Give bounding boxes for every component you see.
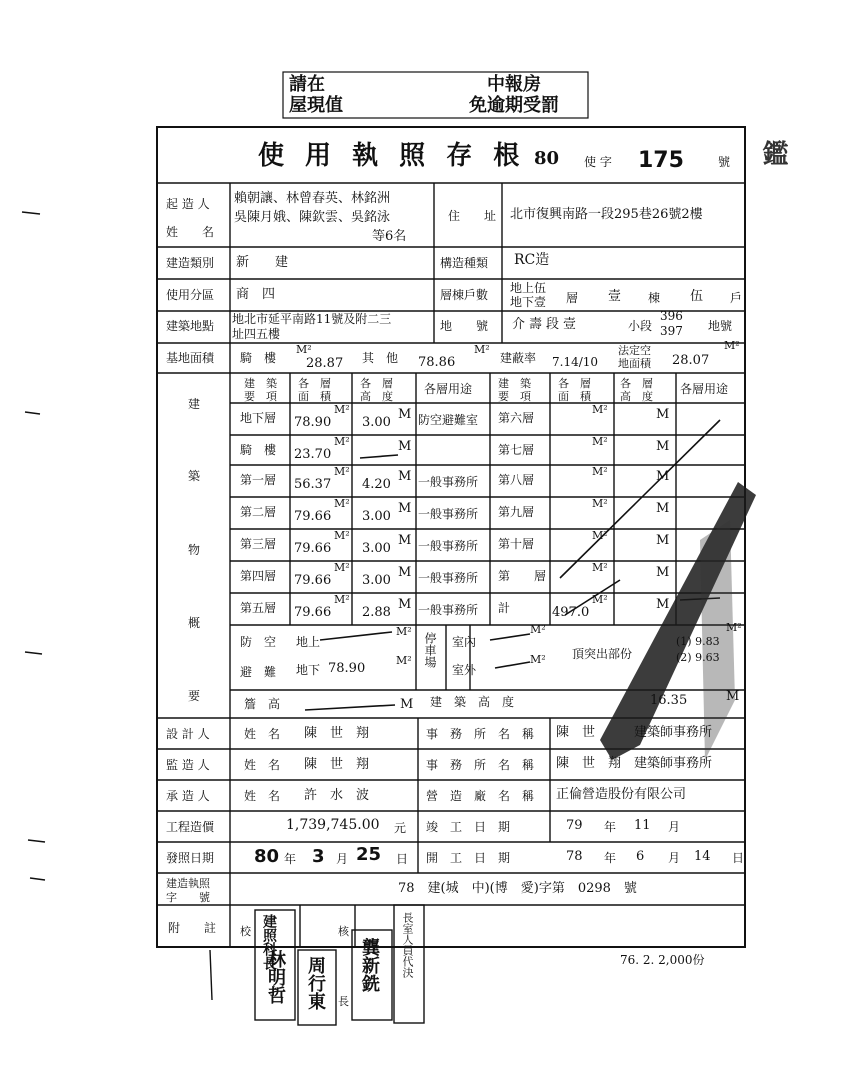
unit-m2: M²	[592, 435, 608, 448]
unit-m2: M²	[396, 654, 412, 667]
floor-name: 第六層	[498, 411, 535, 425]
unit-m2: M²	[334, 435, 350, 448]
lot-suffix: 地號	[708, 319, 733, 333]
chief-signature: 林明哲	[265, 950, 286, 1004]
protrusion-height-1: (1) 9.83	[676, 635, 720, 648]
contractor-name-label: 姓 名	[244, 789, 281, 803]
permit-suffix: 號	[718, 155, 731, 169]
issue-day: 25	[356, 844, 382, 865]
chief-label: 長	[338, 995, 349, 1008]
unit-m: M	[398, 439, 412, 454]
floor-use: 一般事務所	[418, 507, 479, 521]
floor-name: 第三層	[240, 537, 277, 551]
delegation-note: 長室人員代決	[401, 912, 414, 978]
designer-office: 陳 世 建築師事務所	[556, 725, 713, 740]
floor-height: 3.00	[362, 509, 391, 524]
zoning-value: 商 四	[236, 287, 276, 302]
permit-label-1: 建造執照	[166, 877, 210, 890]
unit-m: M	[398, 597, 412, 612]
shelter-below-area: 78.90	[328, 661, 366, 676]
eaves-label: 簷 高	[244, 697, 281, 711]
cost-label: 工程造價	[166, 820, 215, 834]
month-word: 月	[668, 820, 681, 834]
col-item: 要 項	[244, 390, 277, 403]
building-count: 壹	[608, 289, 622, 304]
side-label-char: 要	[188, 689, 201, 703]
unit-m: M	[656, 501, 670, 516]
parking-label: 停車場	[423, 632, 437, 668]
protrusion-height-2: (2) 9.63	[676, 651, 720, 664]
month-word: 月	[668, 851, 681, 865]
col-area: 各 層	[298, 377, 331, 390]
unit-m2: M²	[396, 625, 412, 638]
remarks-label: 附 註	[168, 921, 217, 935]
designer-name: 陳 世 翔	[304, 726, 370, 741]
unit-m2: M²	[334, 465, 350, 478]
lot-number-1: 396	[660, 309, 683, 323]
unit-m2: M²	[592, 465, 608, 478]
open-space-label-2: 地面積	[618, 357, 651, 370]
floor-use: 一般事務所	[418, 571, 479, 585]
print-run: 76. 2. 2,000份	[620, 953, 705, 967]
floor-area: 23.70	[294, 447, 332, 462]
unit-m: M	[656, 407, 670, 422]
permit-label-2: 字 號	[166, 891, 210, 904]
col-area: 面 積	[558, 390, 591, 403]
applicant-names-1: 賴朝讓、林曾春英、林銘洲	[234, 191, 391, 206]
base-area-label: 基地面積	[166, 351, 215, 365]
unit-m2: M²	[530, 623, 546, 636]
lot-label: 地 號	[440, 319, 489, 333]
shelter-below-label: 地下	[296, 663, 321, 677]
floor-area: 79.66	[294, 541, 332, 556]
floor-height: 3.00	[362, 573, 391, 588]
applicant-names-3: 等6名	[372, 229, 407, 244]
structure-value: RC造	[514, 252, 550, 268]
year-word: 年	[284, 852, 297, 866]
page-title: 使 用 執 照 存 根	[258, 141, 526, 171]
supervisor-office: 陳 世 翔 建築師事務所	[556, 756, 713, 771]
permit-prefix: 使 字	[584, 155, 612, 169]
site-address-2: 址四五樓	[232, 327, 281, 341]
year-word: 年	[604, 820, 617, 834]
arcade-area: 28.87	[306, 356, 344, 371]
col-item: 要 項	[498, 390, 531, 403]
floor-name: 第 層	[498, 569, 547, 583]
start-date-label: 開 工 日 期	[426, 851, 511, 865]
site-address-1: 地北市延平南路11號及附二三	[232, 312, 392, 326]
floor-name: 第十層	[498, 537, 535, 551]
floor-name: 第八層	[498, 473, 535, 487]
unit-m2: M²	[726, 621, 742, 634]
completion-month: 11	[634, 818, 651, 833]
unit-m2: M²	[334, 529, 350, 542]
completion-year: 79	[566, 818, 583, 833]
supervisor-office-label: 事 務 所 名 稱	[426, 758, 535, 772]
unit-m2: M²	[724, 339, 740, 352]
unit-count: 伍	[690, 289, 704, 304]
protrusion-label: 頂突出部份	[572, 647, 633, 661]
reviewer-stamp: 周行東	[305, 956, 326, 1010]
col-use: 各層用途	[680, 382, 729, 396]
arcade-label: 騎 樓	[240, 351, 277, 365]
chief-stamp: 建照科長	[261, 914, 277, 970]
floors-above: 地上伍	[510, 281, 547, 295]
total-area: 497.0	[552, 605, 590, 620]
unit-m2: M²	[296, 343, 312, 356]
shelter-label-1: 防 空	[240, 635, 277, 649]
unit-m2: M²	[592, 497, 608, 510]
permit-year: 80	[534, 148, 560, 169]
col-area: 各 層	[558, 377, 591, 390]
unit-m2: M²	[592, 561, 608, 574]
unit-m2: M²	[530, 653, 546, 666]
floor-use: 一般事務所	[418, 603, 479, 617]
unit-m2: M²	[592, 593, 608, 606]
zoning-label: 使用分區	[166, 288, 215, 302]
designer-office-label: 事 務 所 名 稱	[426, 727, 535, 741]
unit-m2: M²	[334, 403, 350, 416]
tax-notice-line-1: 請在 中報房	[289, 74, 541, 95]
building-height-label: 建 築 高 度	[430, 695, 515, 709]
open-space-label-1: 法定空	[618, 344, 651, 357]
floor-name: 第五層	[240, 601, 277, 615]
floor-height: 2.88	[362, 605, 391, 620]
day-word: 日	[732, 851, 745, 865]
build-type-label: 建造類別	[166, 256, 215, 270]
director-stamp: 龔新銑	[359, 938, 380, 992]
build-type-value: 新 建	[236, 255, 289, 270]
unit-m: M	[656, 597, 670, 612]
issue-year: 80	[254, 846, 280, 867]
col-height: 高 度	[620, 390, 653, 403]
cost-value: 1,739,745.00	[286, 817, 380, 833]
side-label-char: 建	[188, 397, 201, 411]
floor-name: 第四層	[240, 569, 277, 583]
supervisor-label: 監 造 人	[166, 758, 210, 772]
building-word: 棟	[648, 291, 661, 305]
site-label: 建築地點	[166, 319, 215, 333]
lot-number-2: 397	[660, 324, 683, 338]
floor-use: 防空避難室	[418, 413, 479, 427]
applicant-label: 起 造 人	[166, 197, 210, 211]
cost-currency: 元	[394, 821, 407, 835]
applicant-names-2: 吳陳月娥、陳欽雲、吳銘泳	[234, 210, 391, 225]
permit-number-ref: 78 建(城 中)(博 愛)字第 0298 號	[398, 881, 637, 896]
eaves-unit: M	[400, 697, 414, 712]
floor-area: 79.66	[294, 605, 332, 620]
applicant-address: 北市復興南路一段295巷26號2樓	[510, 207, 703, 222]
unit-m: M	[656, 439, 670, 454]
unit-word: 戶	[730, 291, 743, 305]
supervisor-name-label: 姓 名	[244, 758, 281, 772]
structure-label: 構造種類	[440, 256, 489, 270]
coverage-label: 建蔽率	[500, 351, 537, 365]
unit-m: M	[398, 469, 412, 484]
col-height: 高 度	[360, 390, 393, 403]
open-space-area: 28.07	[672, 353, 710, 368]
supervisor-name: 陳 世 翔	[304, 757, 370, 772]
floor-use: 一般事務所	[418, 475, 479, 489]
unit-m2: M²	[334, 593, 350, 606]
year-word: 年	[604, 851, 617, 865]
floor-area: 79.66	[294, 573, 332, 588]
floor-name: 第一層	[240, 473, 277, 487]
side-label-char: 物	[188, 543, 201, 557]
lot-section: 介壽段壹	[512, 317, 581, 332]
parking-indoor-label: 室內	[452, 635, 477, 649]
issue-date-label: 發照日期	[166, 851, 215, 865]
unit-m2: M²	[592, 403, 608, 416]
contractor-company-label: 營 造 廠 名 稱	[426, 789, 535, 803]
address-label: 住 址	[448, 209, 497, 223]
contractor-label: 承 造 人	[166, 789, 210, 803]
designer-label: 設 計 人	[166, 727, 210, 741]
col-use: 各層用途	[424, 382, 473, 396]
parking-outdoor-label: 室外	[452, 663, 477, 677]
tax-notice-line-2: 屋現值 免逾期受罰	[289, 95, 559, 116]
start-month: 6	[636, 849, 645, 864]
col-item: 建 築	[244, 377, 277, 390]
shelter-above-label: 地上	[296, 635, 321, 649]
floor-name: 第二層	[240, 505, 277, 519]
margin-stamp: 鑑	[758, 140, 788, 166]
floor-height: 3.00	[362, 415, 391, 430]
approve-label: 核	[338, 925, 349, 938]
review-label: 校	[240, 925, 251, 938]
permit-number: 175	[638, 148, 684, 173]
start-year: 78	[566, 849, 583, 864]
day-word: 日	[396, 852, 409, 866]
month-word: 月	[336, 852, 349, 866]
floor-name: 計	[498, 601, 511, 615]
floors-below: 地下壹	[510, 295, 547, 309]
floor-use: 一般事務所	[418, 539, 479, 553]
building-height-unit: M	[726, 689, 740, 704]
completion-label: 竣 工 日 期	[426, 820, 511, 834]
contractor-company: 正倫營造股份有限公司	[556, 787, 687, 802]
unit-m: M	[398, 501, 412, 516]
shelter-label-2: 避 難	[240, 665, 277, 679]
col-height: 各 層	[360, 377, 393, 390]
unit-m: M	[398, 407, 412, 422]
unit-m: M	[656, 565, 670, 580]
floor-name: 第七層	[498, 443, 535, 457]
coverage-value: 7.14/10	[552, 355, 599, 369]
unit-m2: M²	[474, 343, 490, 356]
floor-height: 4.20	[362, 477, 391, 492]
unit-m: M	[398, 533, 412, 548]
floor-name: 地下層	[240, 411, 277, 425]
floor-area: 78.90	[294, 415, 332, 430]
floor-name: 第九層	[498, 505, 535, 519]
col-height: 各 層	[620, 377, 653, 390]
col-item: 建 築	[498, 377, 531, 390]
other-area: 78.86	[418, 355, 456, 370]
unit-m: M	[656, 469, 670, 484]
unit-m2: M²	[334, 561, 350, 574]
contractor-name: 許 水 波	[304, 788, 370, 803]
floor-area: 79.66	[294, 509, 332, 524]
start-day: 14	[694, 849, 711, 864]
floor-height: 3.00	[362, 541, 391, 556]
floors-layer-word: 層	[566, 291, 579, 305]
unit-m: M	[656, 533, 670, 548]
floor-name: 騎 樓	[240, 443, 277, 457]
other-label: 其 他	[362, 351, 399, 365]
side-label-char: 概	[188, 616, 201, 630]
col-area: 面 積	[298, 390, 331, 403]
issue-month: 3	[312, 846, 325, 867]
designer-name-label: 姓 名	[244, 727, 281, 741]
unit-m: M	[398, 565, 412, 580]
side-label-char: 築	[188, 469, 201, 483]
applicant-name-label: 姓 名	[166, 225, 215, 239]
building-height-value: 16.35	[650, 693, 688, 708]
unit-m2: M²	[334, 497, 350, 510]
floor-area: 56.37	[294, 477, 332, 492]
floors-label: 層棟戶數	[440, 288, 489, 302]
lot-subsection: 小段	[628, 319, 653, 333]
unit-m2: M²	[592, 529, 608, 542]
